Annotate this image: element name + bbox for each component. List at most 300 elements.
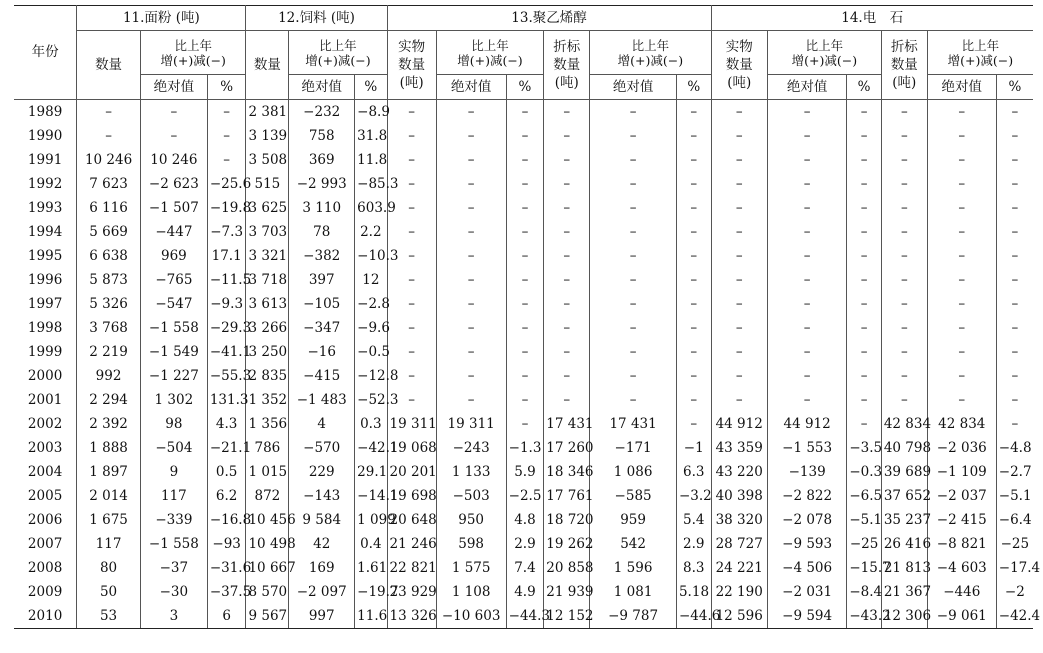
value-cell: 1 596 (590, 556, 677, 580)
value-cell: 1 356 (246, 412, 289, 436)
value-cell: 397 (289, 268, 355, 292)
value-cell: 6 (207, 604, 246, 629)
value-cell: −3.2 (676, 484, 711, 508)
value-cell: 12 152 (544, 604, 590, 629)
value-cell: 20 648 (387, 508, 436, 532)
value-cell: – (387, 364, 436, 388)
value-cell: – (590, 388, 677, 412)
value-cell: – (927, 172, 996, 196)
year-cell: 2008 (14, 556, 77, 580)
year-cell: 1998 (14, 316, 77, 340)
value-cell: −19.8 (207, 196, 246, 220)
year-cell: 2004 (14, 460, 77, 484)
value-cell: −547 (140, 292, 207, 316)
value-cell: 131.3 (207, 388, 246, 412)
value-cell: – (506, 388, 544, 412)
value-cell: −37 (140, 556, 207, 580)
value-cell: −2.8 (355, 292, 387, 316)
value-cell: – (387, 340, 436, 364)
value-cell: 17 761 (544, 484, 590, 508)
value-cell: – (711, 196, 767, 220)
value-cell: −7.3 (207, 220, 246, 244)
value-cell: – (544, 148, 590, 172)
value-cell: – (996, 244, 1033, 268)
value-cell: 0.3 (355, 412, 387, 436)
value-cell: – (881, 316, 927, 340)
value-cell: −11.5 (207, 268, 246, 292)
value-cell: – (711, 364, 767, 388)
value-cell: −9 787 (590, 604, 677, 629)
value-cell: 44 912 (767, 412, 846, 436)
year-cell: 2009 (14, 580, 77, 604)
value-cell: – (711, 268, 767, 292)
value-cell: – (506, 196, 544, 220)
value-cell: 997 (289, 604, 355, 629)
abs-header: 绝对值 (767, 75, 846, 100)
value-cell: 11.6 (355, 604, 387, 629)
value-cell: – (711, 316, 767, 340)
value-cell: −243 (436, 436, 506, 460)
value-cell: −29.3 (207, 316, 246, 340)
group-header-carbide: 14.电 石 (711, 6, 1033, 31)
value-cell: 2 835 (246, 364, 289, 388)
value-cell: 6.3 (676, 460, 711, 484)
value-cell: – (847, 148, 881, 172)
value-cell: – (387, 268, 436, 292)
value-cell: −9 061 (927, 604, 996, 629)
value-cell: 3 768 (77, 316, 141, 340)
value-cell: – (711, 172, 767, 196)
value-cell: 3 718 (246, 268, 289, 292)
value-cell: 9 (140, 460, 207, 484)
value-cell: −44.6 (676, 604, 711, 629)
value-cell: 969 (140, 244, 207, 268)
value-cell: 6 116 (77, 196, 141, 220)
table-row (14, 460, 1033, 484)
value-cell: −10.3 (355, 244, 387, 268)
pct-header: % (207, 75, 246, 100)
value-cell: 18 720 (544, 508, 590, 532)
value-cell: 3 321 (246, 244, 289, 268)
value-cell: – (927, 340, 996, 364)
value-cell: – (590, 100, 677, 125)
value-cell: 3 (140, 604, 207, 629)
table-row (14, 316, 1033, 340)
year-cell: 2000 (14, 364, 77, 388)
value-cell: – (767, 196, 846, 220)
value-cell: – (996, 124, 1033, 148)
value-cell: −585 (590, 484, 677, 508)
value-cell: – (881, 388, 927, 412)
value-cell: −1 507 (140, 196, 207, 220)
value-cell: 3 110 (289, 196, 355, 220)
value-cell: – (927, 196, 996, 220)
value-cell: – (436, 316, 506, 340)
value-cell: – (847, 364, 881, 388)
value-cell: 19 311 (436, 412, 506, 436)
value-cell: −14.1 (355, 484, 387, 508)
value-cell: – (544, 220, 590, 244)
value-cell: −9 594 (767, 604, 846, 629)
value-cell: – (996, 268, 1033, 292)
value-cell: 3 703 (246, 220, 289, 244)
value-cell: 8.3 (676, 556, 711, 580)
value-cell: – (590, 268, 677, 292)
value-cell: – (676, 268, 711, 292)
value-cell: – (881, 268, 927, 292)
value-cell: – (927, 364, 996, 388)
value-cell: – (767, 268, 846, 292)
value-cell: – (544, 316, 590, 340)
value-cell: – (927, 316, 996, 340)
value-cell: 40 398 (711, 484, 767, 508)
value-cell: −15.7 (847, 556, 881, 580)
value-cell: 5 326 (77, 292, 141, 316)
value-cell: −0.5 (355, 340, 387, 364)
value-cell: 10 246 (77, 148, 141, 172)
value-cell: – (676, 220, 711, 244)
value-cell: – (387, 100, 436, 125)
pct-header: % (506, 75, 544, 100)
value-cell: 2 219 (77, 340, 141, 364)
value-cell: – (927, 124, 996, 148)
value-cell: 42 (289, 532, 355, 556)
table-row (14, 172, 1033, 196)
value-cell: – (544, 100, 590, 125)
value-cell: −1 227 (140, 364, 207, 388)
year-cell: 1993 (14, 196, 77, 220)
year-cell: 2007 (14, 532, 77, 556)
value-cell: 1 099 (355, 508, 387, 532)
value-cell: 1 897 (77, 460, 141, 484)
table-row (14, 220, 1033, 244)
value-cell: – (881, 124, 927, 148)
table-row (14, 124, 1033, 148)
value-cell: 603.9 (355, 196, 387, 220)
value-cell: −8.4 (847, 580, 881, 604)
year-cell: 2003 (14, 436, 77, 460)
value-cell: −52.3 (355, 388, 387, 412)
value-cell: – (590, 124, 677, 148)
table-row (14, 580, 1033, 604)
value-cell: – (387, 172, 436, 196)
value-cell: – (387, 220, 436, 244)
year-cell: 2010 (14, 604, 77, 629)
value-cell: 169 (289, 556, 355, 580)
value-cell: – (387, 124, 436, 148)
table-row (14, 532, 1033, 556)
value-cell: – (996, 100, 1033, 125)
value-cell: – (207, 124, 246, 148)
value-cell: – (996, 148, 1033, 172)
value-cell: 17 260 (544, 436, 590, 460)
table-row (14, 604, 1033, 629)
value-cell: −9.6 (355, 316, 387, 340)
value-cell: 5.4 (676, 508, 711, 532)
value-cell: – (996, 412, 1033, 436)
value-cell: −10 603 (436, 604, 506, 629)
value-cell: 2.9 (506, 532, 544, 556)
value-cell: – (927, 148, 996, 172)
year-cell: 1992 (14, 172, 77, 196)
value-cell: −3.5 (847, 436, 881, 460)
compare-header: 比上年 增(+)减(−) (436, 31, 544, 75)
value-cell: −2.7 (996, 460, 1033, 484)
value-cell: −93 (207, 532, 246, 556)
value-cell: – (590, 220, 677, 244)
value-cell: −85.3 (355, 172, 387, 196)
abs-header: 绝对值 (289, 75, 355, 100)
value-cell: 3 508 (246, 148, 289, 172)
value-cell: −55.3 (207, 364, 246, 388)
value-cell: – (506, 268, 544, 292)
value-cell: 959 (590, 508, 677, 532)
value-cell: 4 (289, 412, 355, 436)
value-cell: – (506, 316, 544, 340)
value-cell: 542 (590, 532, 677, 556)
value-cell: – (767, 388, 846, 412)
value-cell: 26 416 (881, 532, 927, 556)
table-row (14, 340, 1033, 364)
value-cell: −44.3 (506, 604, 544, 629)
value-cell: −232 (289, 100, 355, 125)
value-cell: – (544, 340, 590, 364)
value-cell: – (676, 100, 711, 125)
value-cell: – (847, 196, 881, 220)
value-cell: – (436, 268, 506, 292)
value-cell: −1 109 (927, 460, 996, 484)
year-cell: 2001 (14, 388, 77, 412)
table-row (14, 388, 1033, 412)
value-cell: – (847, 412, 881, 436)
value-cell: 42 834 (881, 412, 927, 436)
value-cell: 872 (246, 484, 289, 508)
value-cell: −2 036 (927, 436, 996, 460)
value-cell: −41.1 (207, 340, 246, 364)
value-cell: 13 326 (387, 604, 436, 629)
statistics-table (14, 5, 1041, 629)
value-cell: – (436, 196, 506, 220)
value-cell: −447 (140, 220, 207, 244)
value-cell: – (676, 340, 711, 364)
value-cell: 17.1 (207, 244, 246, 268)
pct-header: % (996, 75, 1033, 100)
value-cell: 229 (289, 460, 355, 484)
value-cell: 18 346 (544, 460, 590, 484)
value-cell: – (996, 340, 1033, 364)
pct-header: % (847, 75, 881, 100)
value-cell: −2 097 (289, 580, 355, 604)
value-cell: −2 031 (767, 580, 846, 604)
value-cell: – (436, 364, 506, 388)
value-cell: 8 570 (246, 580, 289, 604)
value-cell: – (207, 100, 246, 125)
value-cell: – (506, 100, 544, 125)
table-row (14, 100, 1033, 125)
value-cell: – (676, 388, 711, 412)
value-cell: −105 (289, 292, 355, 316)
year-cell: 1991 (14, 148, 77, 172)
table-row (14, 364, 1033, 388)
value-cell: – (996, 388, 1033, 412)
value-cell: −4 603 (927, 556, 996, 580)
value-cell: −37.5 (207, 580, 246, 604)
value-cell: 1 133 (436, 460, 506, 484)
value-cell: −19.7 (355, 580, 387, 604)
value-cell: −4.8 (996, 436, 1033, 460)
value-cell: – (711, 148, 767, 172)
abs-header: 绝对值 (140, 75, 207, 100)
value-cell: – (767, 292, 846, 316)
value-cell: 9 584 (289, 508, 355, 532)
value-cell: – (436, 244, 506, 268)
value-cell: −9 593 (767, 532, 846, 556)
value-cell: – (387, 292, 436, 316)
year-cell: 2002 (14, 412, 77, 436)
value-cell: – (506, 220, 544, 244)
value-cell: – (140, 124, 207, 148)
value-cell: – (847, 268, 881, 292)
value-cell: – (436, 340, 506, 364)
value-cell: 50 (77, 580, 141, 604)
value-cell: – (676, 196, 711, 220)
value-cell: – (881, 364, 927, 388)
value-cell: 44 912 (711, 412, 767, 436)
value-cell: −2.5 (506, 484, 544, 508)
value-cell: – (506, 244, 544, 268)
value-cell: 24 221 (711, 556, 767, 580)
value-cell: – (767, 316, 846, 340)
value-cell: 950 (436, 508, 506, 532)
pct-header: % (676, 75, 711, 100)
value-cell: 1 675 (77, 508, 141, 532)
value-cell: 598 (436, 532, 506, 556)
value-cell: −2 822 (767, 484, 846, 508)
value-cell: 4.8 (506, 508, 544, 532)
value-cell: – (676, 124, 711, 148)
value-cell: 53 (77, 604, 141, 629)
value-cell: −570 (289, 436, 355, 460)
value-cell: 1.61 (355, 556, 387, 580)
value-cell: – (711, 124, 767, 148)
value-cell: −2 037 (927, 484, 996, 508)
value-cell: – (767, 244, 846, 268)
value-cell: 515 (246, 172, 289, 196)
value-cell: – (590, 316, 677, 340)
value-cell: 19 068 (387, 436, 436, 460)
table-row (14, 268, 1033, 292)
value-cell: 992 (77, 364, 141, 388)
year-cell: 1990 (14, 124, 77, 148)
value-cell: 42 834 (927, 412, 996, 436)
value-cell: – (676, 412, 711, 436)
value-cell: 35 237 (881, 508, 927, 532)
value-cell: – (847, 388, 881, 412)
value-cell: – (387, 244, 436, 268)
value-cell: – (140, 100, 207, 125)
table-body (14, 100, 1041, 629)
value-cell: – (506, 292, 544, 316)
abs-header: 绝对值 (590, 75, 677, 100)
value-cell: – (711, 292, 767, 316)
value-cell: 786 (246, 436, 289, 460)
year-cell: 1995 (14, 244, 77, 268)
value-cell: – (436, 124, 506, 148)
year-cell: 1997 (14, 292, 77, 316)
value-cell: −25.6 (207, 172, 246, 196)
value-cell: – (436, 172, 506, 196)
value-cell: −25 (847, 532, 881, 556)
value-cell: −30 (140, 580, 207, 604)
value-cell: 22 190 (711, 580, 767, 604)
value-cell: – (590, 292, 677, 316)
value-cell: −139 (767, 460, 846, 484)
value-cell: – (996, 196, 1033, 220)
value-cell: 1 108 (436, 580, 506, 604)
value-cell: – (767, 364, 846, 388)
value-cell: −1 549 (140, 340, 207, 364)
value-cell: 21 246 (387, 532, 436, 556)
value-cell: −765 (140, 268, 207, 292)
value-cell: −143 (289, 484, 355, 508)
value-cell: – (927, 244, 996, 268)
value-cell: 7 623 (77, 172, 141, 196)
value-cell: – (767, 220, 846, 244)
value-cell: – (927, 388, 996, 412)
converted-qty-header: 折标 数量 (吨) (544, 31, 590, 100)
value-cell: – (77, 124, 141, 148)
value-cell: – (590, 196, 677, 220)
value-cell: −504 (140, 436, 207, 460)
value-cell: 21 939 (544, 580, 590, 604)
year-cell: 1996 (14, 268, 77, 292)
value-cell: – (711, 244, 767, 268)
value-cell: – (506, 172, 544, 196)
pct-header: % (355, 75, 387, 100)
value-cell: – (590, 148, 677, 172)
value-cell: −43.2 (847, 604, 881, 629)
value-cell: 1 086 (590, 460, 677, 484)
year-cell: 2006 (14, 508, 77, 532)
value-cell: – (881, 220, 927, 244)
quantity-header: 数量 (77, 31, 141, 100)
value-cell: 758 (289, 124, 355, 148)
value-cell: – (676, 172, 711, 196)
value-cell: – (767, 124, 846, 148)
value-cell: – (544, 124, 590, 148)
quantity-header: 数量 (246, 31, 289, 100)
value-cell: −1 (676, 436, 711, 460)
value-cell: – (847, 220, 881, 244)
value-cell: – (506, 364, 544, 388)
value-cell: 17 431 (544, 412, 590, 436)
value-cell: 1 352 (246, 388, 289, 412)
compare-header: 比上年 增(+)减(−) (767, 31, 881, 75)
value-cell: 2 294 (77, 388, 141, 412)
value-cell: – (436, 148, 506, 172)
value-cell: 31.8 (355, 124, 387, 148)
compare-header: 比上年 增(+)减(−) (140, 31, 246, 75)
value-cell: – (544, 244, 590, 268)
value-cell: −415 (289, 364, 355, 388)
value-cell: – (544, 196, 590, 220)
value-cell: 3 250 (246, 340, 289, 364)
year-cell: 1999 (14, 340, 77, 364)
value-cell: 11.8 (355, 148, 387, 172)
value-cell: – (847, 244, 881, 268)
value-cell: – (387, 196, 436, 220)
physical-qty-header: 实物 数量 (吨) (711, 31, 767, 100)
